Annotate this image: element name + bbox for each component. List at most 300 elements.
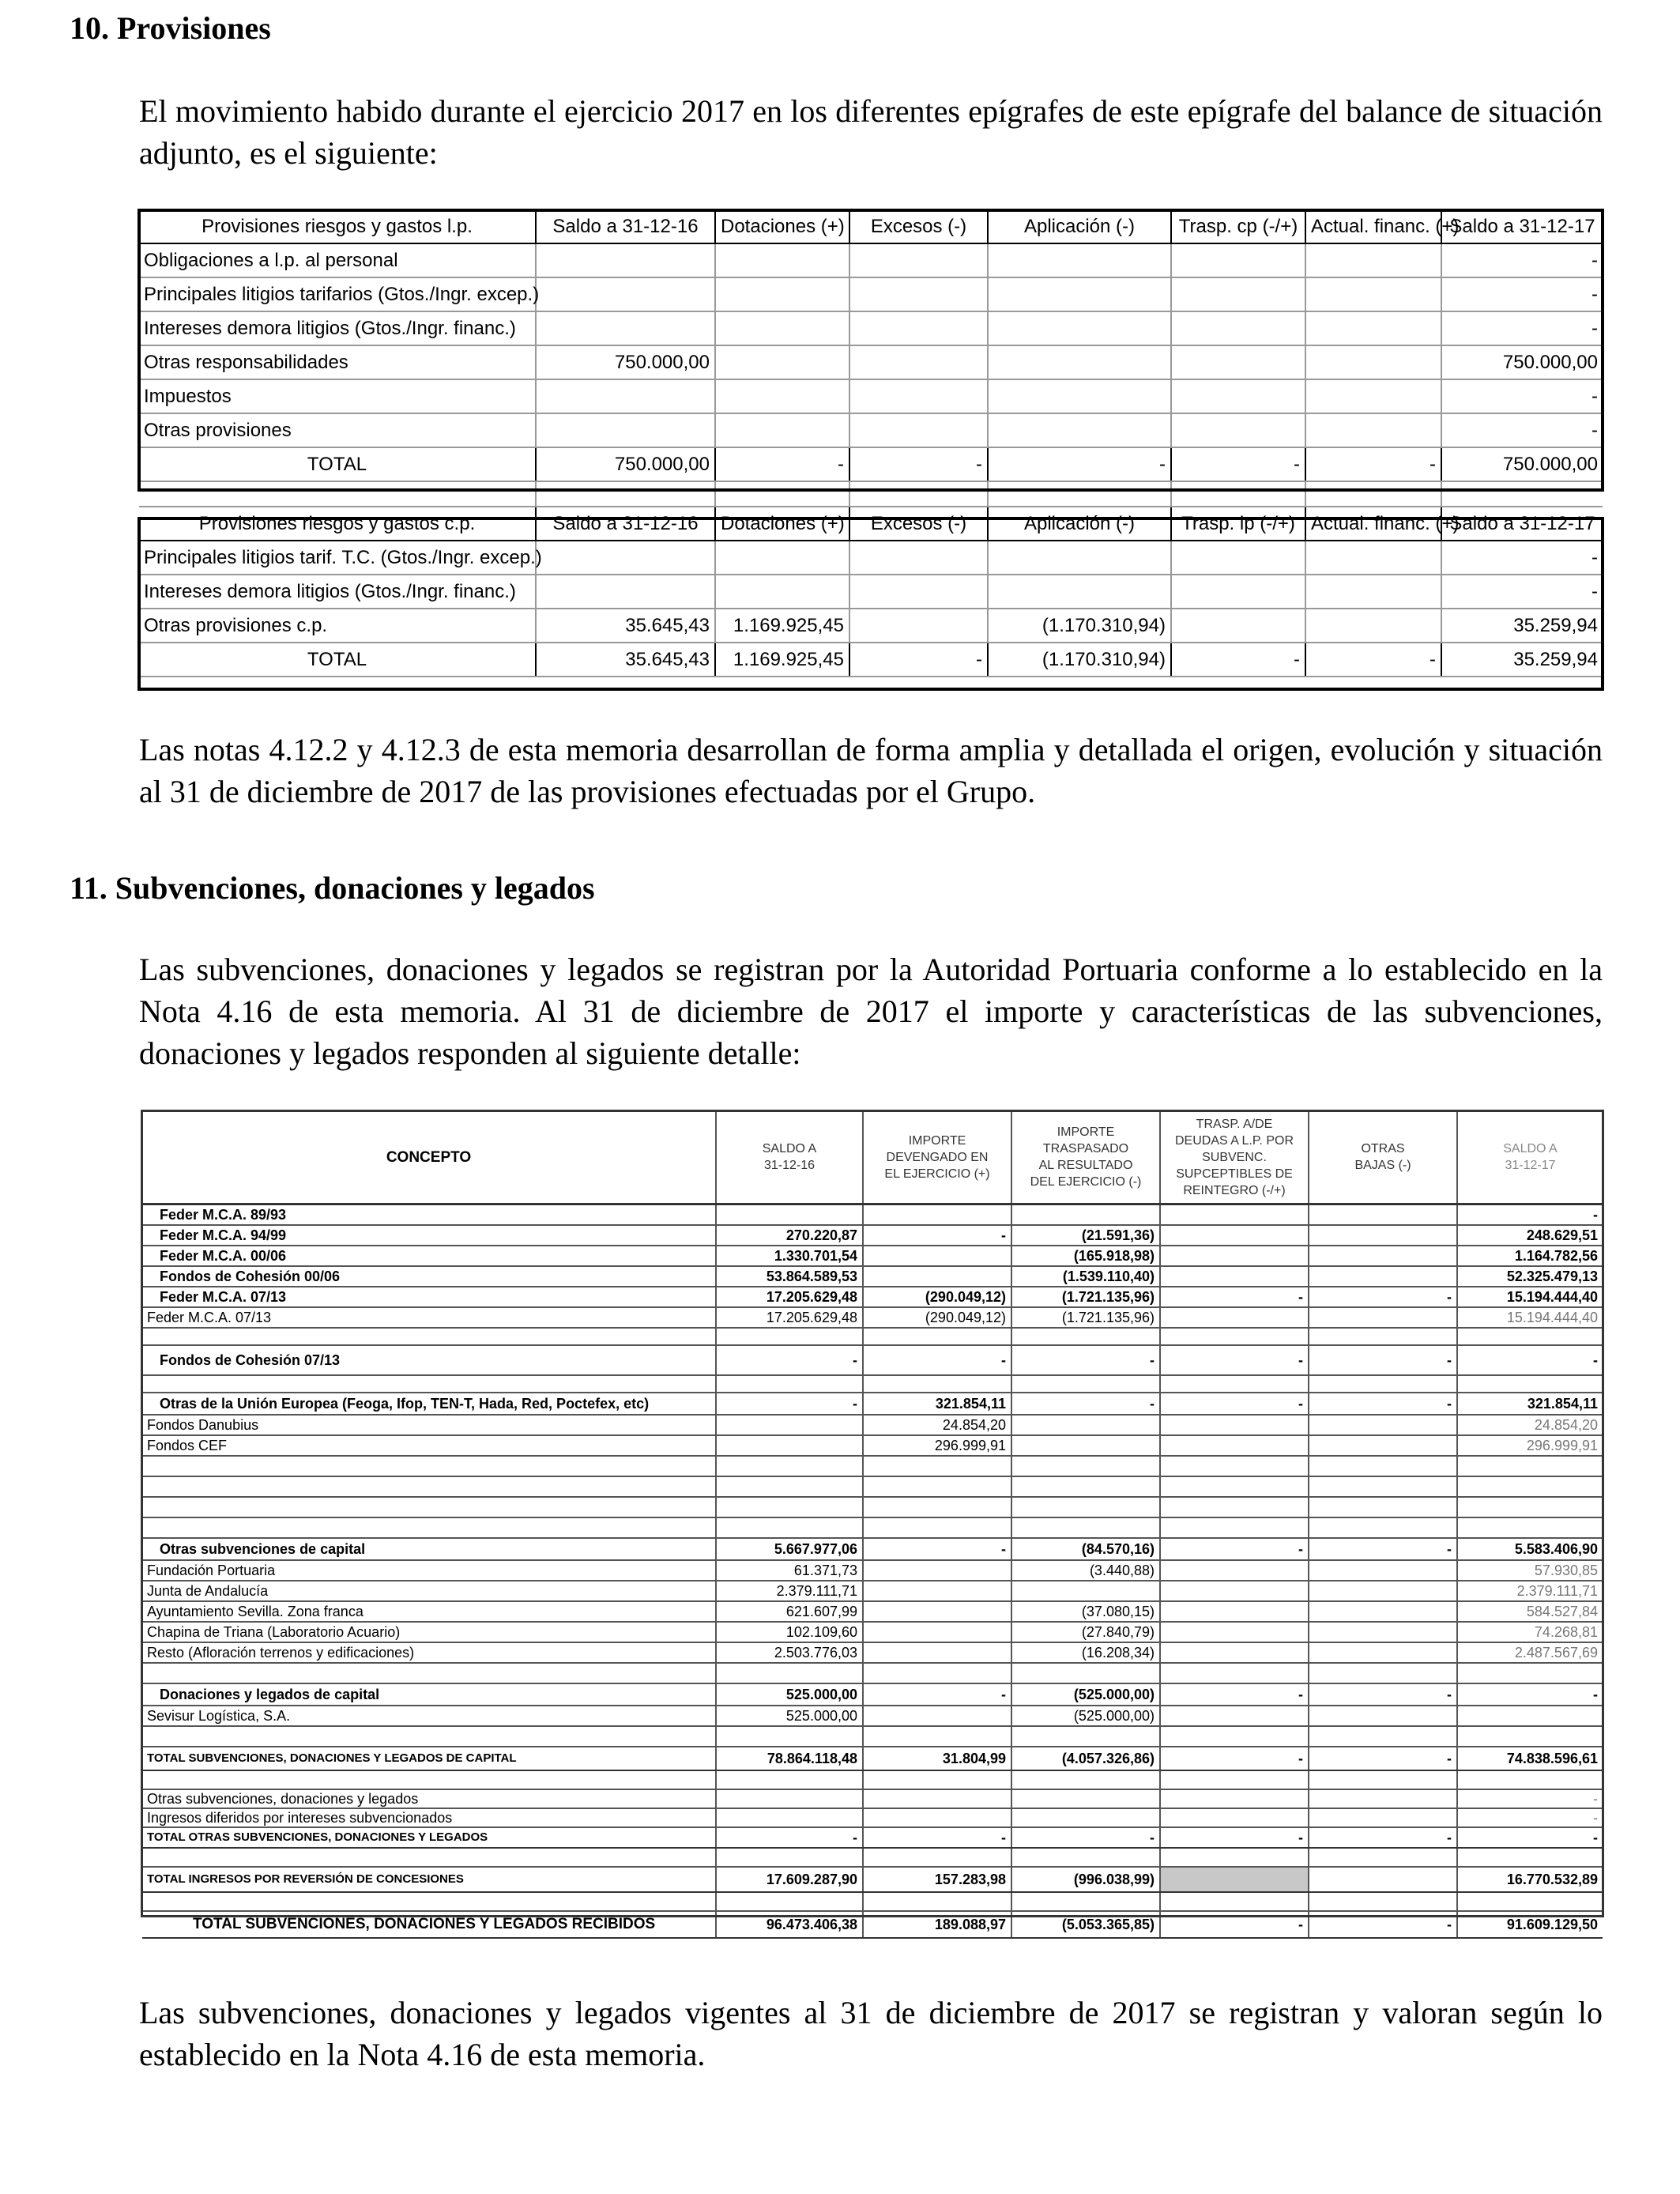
concepto-cell <box>142 1663 716 1683</box>
concepto-cell: Fondos Danubius <box>142 1415 716 1435</box>
value-cell: 1.169.925,45 <box>715 609 849 643</box>
value-cell: - <box>1011 1393 1160 1415</box>
value-cell <box>863 1266 1011 1287</box>
value-cell <box>1011 1808 1160 1827</box>
value-cell <box>1160 1375 1309 1393</box>
value-cell <box>1160 1789 1309 1808</box>
value-cell <box>863 1726 1011 1747</box>
value-cell: 2.487.567,69 <box>1457 1642 1603 1663</box>
row-label: Principales litigios tarif. T.C. (Gtos./Ingr. excep.) <box>139 541 536 575</box>
cp-total-row <box>139 643 1603 677</box>
header-cell: CONCEPTO <box>142 1111 716 1204</box>
value-cell <box>536 413 715 447</box>
value-cell <box>849 345 988 379</box>
subvencion-row <box>142 1225 1603 1246</box>
value-cell: Actual. financ. (+) <box>1305 210 1441 243</box>
header-cell: IMPORTE TRASPASADO AL RESULTADO DEL EJERCICIO (-) <box>1011 1111 1160 1204</box>
value-cell <box>1309 1848 1457 1867</box>
value-cell: - <box>863 1683 1011 1706</box>
value-cell <box>716 1808 863 1827</box>
value-cell: 17.205.629,48 <box>716 1307 863 1328</box>
value-cell <box>1011 1497 1160 1517</box>
lp-header-row <box>139 210 1603 243</box>
value-cell <box>1160 1204 1309 1226</box>
value-cell: 750.000,00 <box>536 345 715 379</box>
value-cell <box>1457 1476 1603 1497</box>
value-cell <box>715 311 849 345</box>
value-cell: 53.864.589,53 <box>716 1266 863 1287</box>
value-cell <box>1171 277 1305 311</box>
concepto-cell: Fondos de Cohesión 00/06 <box>142 1266 716 1287</box>
concepto-cell: TOTAL INGRESOS POR REVERSIÓN DE CONCESIONES <box>142 1867 716 1892</box>
value-cell: - <box>1457 1345 1603 1375</box>
value-cell: Dotaciones (+) <box>715 507 849 541</box>
cp-row <box>139 541 1603 575</box>
value-cell <box>1171 575 1305 609</box>
value-cell <box>1160 1517 1309 1538</box>
concepto-cell: Feder M.C.A. 07/13 <box>142 1287 716 1307</box>
value-cell <box>1011 1848 1160 1867</box>
value-cell <box>1160 1726 1309 1747</box>
value-cell <box>536 541 715 575</box>
subvencion-row <box>142 1560 1603 1581</box>
value-cell <box>1160 1622 1309 1642</box>
value-cell: (290.049,12) <box>863 1307 1011 1328</box>
value-cell <box>1171 541 1305 575</box>
value-cell: (4.057.326,86) <box>1011 1747 1160 1770</box>
value-cell: 74.268,81 <box>1457 1622 1603 1642</box>
value-cell <box>1309 1726 1457 1747</box>
concepto-cell: Sevisur Logística, S.A. <box>142 1706 716 1726</box>
concepto-cell: Fondos CEF <box>142 1435 716 1456</box>
value-cell <box>1160 1435 1309 1456</box>
value-cell <box>1011 1435 1160 1456</box>
value-cell <box>988 413 1171 447</box>
value-cell <box>1309 1601 1457 1622</box>
concepto-cell: Otras subvenciones de capital <box>142 1538 716 1560</box>
value-cell <box>1309 1435 1457 1456</box>
value-cell: - <box>1160 1827 1309 1848</box>
spacer-row <box>142 1497 1603 1517</box>
value-cell <box>863 1476 1011 1497</box>
value-cell <box>1171 311 1305 345</box>
value-cell: (1.721.135,96) <box>1011 1287 1160 1307</box>
subvencion-row <box>142 1706 1603 1726</box>
value-cell <box>716 1476 863 1497</box>
value-cell <box>863 1706 1011 1726</box>
value-cell: - <box>863 1345 1011 1375</box>
value-cell <box>716 1415 863 1435</box>
subvenciones-header-row <box>142 1111 1603 1204</box>
value-cell: - <box>1011 1345 1160 1375</box>
value-cell <box>1309 1706 1457 1726</box>
concepto-cell: TOTAL OTRAS SUBVENCIONES, DONACIONES Y LEGADOS <box>142 1827 716 1848</box>
value-cell <box>1160 1848 1309 1867</box>
value-cell: Trasp. lp (-/+) <box>1171 507 1305 541</box>
value-cell: 17.205.629,48 <box>716 1287 863 1307</box>
value-cell: - <box>1309 1747 1457 1770</box>
value-cell: - <box>1305 643 1441 677</box>
value-cell: 2.379.111,71 <box>1457 1581 1603 1601</box>
concepto-cell <box>142 1517 716 1538</box>
subvencion-row <box>142 1747 1603 1770</box>
value-cell <box>1305 243 1441 277</box>
value-cell <box>716 1204 863 1226</box>
value-cell: - <box>1160 1683 1309 1706</box>
value-cell: Saldo a 31-12-17 <box>1441 507 1603 541</box>
value-cell <box>1305 311 1441 345</box>
value-cell <box>1011 1517 1160 1538</box>
lp-row <box>139 413 1603 447</box>
section-11-intro: Las subvenciones, donaciones y legados se registran por la Autoridad Portuaria conforme a lo establecido en la Nota 4.16 de esta memoria. Al 31 de diciembre de 2017 el importe y características de las subvenciones, donaciones y legados responden al siguiente detalle: <box>139 952 1603 1071</box>
value-cell: - <box>1309 1345 1457 1375</box>
subvencion-row <box>142 1204 1603 1226</box>
value-cell <box>1160 1892 1309 1911</box>
value-cell <box>863 1622 1011 1642</box>
value-cell: (1.721.135,96) <box>1011 1307 1160 1328</box>
value-cell <box>863 1770 1011 1789</box>
concepto-cell <box>142 1375 716 1393</box>
value-cell: - <box>1305 447 1441 481</box>
value-cell <box>1309 1225 1457 1246</box>
value-cell: - <box>1160 1393 1309 1415</box>
value-cell <box>1457 1706 1603 1726</box>
value-cell <box>1011 1476 1160 1497</box>
value-cell <box>988 541 1171 575</box>
value-cell: - <box>1441 413 1603 447</box>
value-cell: - <box>849 447 988 481</box>
spacer-row <box>142 1476 1603 1497</box>
subvencion-row <box>142 1789 1603 1808</box>
value-cell <box>1160 1560 1309 1581</box>
concepto-cell: Ingresos diferidos por intereses subvencionados <box>142 1808 716 1827</box>
value-cell <box>849 277 988 311</box>
row-label: TOTAL <box>139 447 536 481</box>
value-cell <box>1305 413 1441 447</box>
value-cell: 35.259,94 <box>1441 643 1603 677</box>
value-cell: - <box>1441 243 1603 277</box>
value-cell <box>863 1375 1011 1393</box>
value-cell <box>1160 1497 1309 1517</box>
section-11-outro: Las subvenciones, donaciones y legados vigentes al 31 de diciembre de 2017 se registran y valoran según lo establecido en la Nota 4.16 de esta memoria. <box>139 1995 1603 2072</box>
value-cell <box>1011 1892 1160 1911</box>
concepto-cell <box>142 1328 716 1345</box>
value-cell: - <box>863 1538 1011 1560</box>
value-cell: 1.169.925,45 <box>715 643 849 677</box>
row-label: Intereses demora litigios (Gtos./Ingr. financ.) <box>139 575 536 609</box>
value-cell: 750.000,00 <box>1441 345 1603 379</box>
value-cell <box>1160 1456 1309 1476</box>
value-cell: 525.000,00 <box>716 1683 863 1706</box>
value-cell <box>1309 1867 1457 1892</box>
concepto-cell: Donaciones y legados de capital <box>142 1683 716 1706</box>
subvencion-row <box>142 1538 1603 1560</box>
concepto-cell: TOTAL SUBVENCIONES, DONACIONES Y LEGADOS RECIBIDOS <box>142 1911 716 1938</box>
value-cell <box>715 345 849 379</box>
value-cell <box>716 1328 863 1345</box>
value-cell: 57.930,85 <box>1457 1560 1603 1581</box>
value-cell <box>863 1456 1011 1476</box>
value-cell <box>716 1435 863 1456</box>
value-cell: 102.109,60 <box>716 1622 863 1642</box>
value-cell: 5.583.406,90 <box>1457 1538 1603 1560</box>
header-cell: IMPORTE DEVENGADO EN EL EJERCICIO (+) <box>863 1111 1011 1204</box>
value-cell: (84.570,16) <box>1011 1538 1160 1560</box>
value-cell <box>863 1642 1011 1663</box>
row-label: Impuestos <box>139 379 536 413</box>
value-cell <box>536 379 715 413</box>
value-cell: 525.000,00 <box>716 1706 863 1726</box>
empty-cell <box>536 481 715 507</box>
value-cell: 96.473.406,38 <box>716 1911 863 1938</box>
concepto-cell: Feder M.C.A. 89/93 <box>142 1204 716 1226</box>
value-cell <box>849 575 988 609</box>
section-11-heading: 11. Subvenciones, donaciones y legados <box>70 870 595 906</box>
value-cell: - <box>1309 1827 1457 1848</box>
concepto-cell: Feder M.C.A. 00/06 <box>142 1246 716 1266</box>
empty-cell <box>1305 481 1441 507</box>
empty-cell <box>849 481 988 507</box>
value-cell <box>1309 1622 1457 1642</box>
value-cell: 1.330.701,54 <box>716 1246 863 1266</box>
concepto-cell <box>142 1848 716 1867</box>
value-cell <box>1011 1456 1160 1476</box>
concepto-cell: TOTAL SUBVENCIONES, DONACIONES Y LEGADOS DE CAPITAL <box>142 1747 716 1770</box>
concepto-cell: Fundación Portuaria <box>142 1560 716 1581</box>
value-cell: - <box>1457 1683 1603 1706</box>
value-cell <box>1457 1892 1603 1911</box>
value-cell <box>1309 1456 1457 1476</box>
empty-cell <box>988 481 1171 507</box>
subvencion-row <box>142 1808 1603 1827</box>
value-cell: - <box>1160 1287 1309 1307</box>
value-cell: - <box>1309 1683 1457 1706</box>
value-cell <box>863 1560 1011 1581</box>
value-cell <box>1309 1328 1457 1345</box>
lp-row <box>139 379 1603 413</box>
value-cell <box>988 277 1171 311</box>
value-cell: Saldo a 31-12-17 <box>1441 210 1603 243</box>
value-cell <box>716 1497 863 1517</box>
concepto-cell: Fondos de Cohesión 07/13 <box>142 1345 716 1375</box>
value-cell <box>1160 1307 1309 1328</box>
concepto-cell: Otras subvenciones, donaciones y legados <box>142 1789 716 1808</box>
concepto-cell: Resto (Afloración terrenos y edificaciones) <box>142 1642 716 1663</box>
spacer-row <box>142 1375 1603 1393</box>
value-cell: 35.645,43 <box>536 643 715 677</box>
value-cell <box>1305 379 1441 413</box>
value-cell: 31.804,99 <box>863 1747 1011 1770</box>
value-cell <box>1309 1642 1457 1663</box>
value-cell <box>1309 1204 1457 1226</box>
value-cell <box>1011 1726 1160 1747</box>
subvencion-row <box>142 1827 1603 1848</box>
value-cell: 35.645,43 <box>536 609 715 643</box>
value-cell <box>1011 1581 1160 1601</box>
concepto-cell: Ayuntamiento Sevilla. Zona franca <box>142 1601 716 1622</box>
subvencion-row <box>142 1266 1603 1287</box>
value-cell <box>1160 1706 1309 1726</box>
value-cell: - <box>1441 575 1603 609</box>
value-cell <box>849 609 988 643</box>
spacer-row <box>142 1726 1603 1747</box>
row-label: Obligaciones a l.p. al personal <box>139 243 536 277</box>
header-cell: SALDO A 31-12-16 <box>716 1111 863 1204</box>
value-cell: (5.053.365,85) <box>1011 1911 1160 1938</box>
value-cell <box>863 1517 1011 1538</box>
value-cell: 270.220,87 <box>716 1225 863 1246</box>
value-cell: Saldo a 31-12-16 <box>536 507 715 541</box>
value-cell: 296.999,91 <box>863 1435 1011 1456</box>
value-cell: 2.379.111,71 <box>716 1581 863 1601</box>
value-cell: (1.170.310,94) <box>988 643 1171 677</box>
value-cell <box>716 1892 863 1911</box>
value-cell: Actual. financ. (+) <box>1305 507 1441 541</box>
value-cell <box>1457 1375 1603 1393</box>
value-cell: 15.194.444,40 <box>1457 1307 1603 1328</box>
section-10-outro: Las notas 4.12.2 y 4.12.3 de esta memoria desarrollan de forma amplia y detallada el origen, evolución y situación al 31 de diciembre de 2017 de las provisiones efectuadas por el Grupo. <box>139 732 1603 809</box>
value-cell <box>1160 1266 1309 1287</box>
value-cell <box>1160 1770 1309 1789</box>
spacer-row <box>142 1517 1603 1538</box>
value-cell <box>1309 1476 1457 1497</box>
value-cell <box>863 1848 1011 1867</box>
subvencion-row <box>142 1287 1603 1307</box>
value-cell: 2.503.776,03 <box>716 1642 863 1663</box>
value-cell <box>1305 345 1441 379</box>
value-cell <box>863 1663 1011 1683</box>
empty-cell <box>1441 481 1603 507</box>
value-cell: - <box>1457 1808 1603 1827</box>
value-cell: 157.283,98 <box>863 1867 1011 1892</box>
lp-row <box>139 311 1603 345</box>
row-label: Provisiones riesgos y gastos c.p. <box>139 507 536 541</box>
value-cell <box>1160 1328 1309 1345</box>
value-cell: 750.000,00 <box>536 447 715 481</box>
value-cell: (37.080,15) <box>1011 1601 1160 1622</box>
value-cell: (1.170.310,94) <box>988 609 1171 643</box>
value-cell: (1.539.110,40) <box>1011 1266 1160 1287</box>
value-cell <box>1160 1225 1309 1246</box>
value-cell: - <box>715 447 849 481</box>
value-cell <box>1160 1867 1309 1892</box>
value-cell <box>1309 1892 1457 1911</box>
header-cell: OTRAS BAJAS (-) <box>1309 1111 1457 1204</box>
value-cell: - <box>1457 1204 1603 1226</box>
value-cell <box>1309 1517 1457 1538</box>
value-cell <box>1457 1770 1603 1789</box>
value-cell: (21.591,36) <box>1011 1225 1160 1246</box>
value-cell <box>1160 1601 1309 1622</box>
value-cell: 321.854,11 <box>1457 1393 1603 1415</box>
value-cell: - <box>1171 643 1305 677</box>
value-cell: - <box>988 447 1171 481</box>
row-label: Provisiones riesgos y gastos l.p. <box>139 210 536 243</box>
value-cell <box>716 1789 863 1808</box>
value-cell <box>1171 609 1305 643</box>
value-cell <box>715 277 849 311</box>
value-cell <box>1309 1789 1457 1808</box>
subvencion-row <box>142 1415 1603 1435</box>
value-cell <box>1011 1770 1160 1789</box>
row-label: Otras provisiones <box>139 413 536 447</box>
row-label: TOTAL <box>139 643 536 677</box>
value-cell: 750.000,00 <box>1441 447 1603 481</box>
value-cell: 248.629,51 <box>1457 1225 1603 1246</box>
value-cell: 24.854,20 <box>1457 1415 1603 1435</box>
subvencion-row <box>142 1683 1603 1706</box>
subvencion-row <box>142 1345 1603 1375</box>
concepto-cell <box>142 1456 716 1476</box>
subvencion-row <box>142 1246 1603 1266</box>
value-cell: - <box>1309 1911 1457 1938</box>
value-cell <box>536 243 715 277</box>
empty-cell <box>139 481 536 507</box>
value-cell <box>716 1375 863 1393</box>
value-cell <box>1011 1415 1160 1435</box>
value-cell <box>1309 1375 1457 1393</box>
value-cell: - <box>1011 1827 1160 1848</box>
value-cell: - <box>849 643 988 677</box>
value-cell: - <box>1160 1747 1309 1770</box>
cp-row <box>139 609 1603 643</box>
value-cell: 91.609.129,50 <box>1457 1911 1603 1938</box>
header-cell: TRASP. A/DE DEUDAS A L.P. POR SUBVENC. SUPCEPTIBLES DE REINTEGRO (-/+) <box>1160 1111 1309 1204</box>
cp-row <box>139 575 1603 609</box>
value-cell <box>1171 243 1305 277</box>
value-cell <box>1160 1808 1309 1827</box>
value-cell: 74.838.596,61 <box>1457 1747 1603 1770</box>
concepto-cell: Otras de la Unión Europea (Feoga, Ifop, TEN-T, Hada, Red, Poctefex, etc) <box>142 1393 716 1415</box>
value-cell <box>1309 1663 1457 1683</box>
value-cell <box>1309 1560 1457 1581</box>
value-cell: - <box>863 1827 1011 1848</box>
value-cell <box>863 1204 1011 1226</box>
value-cell: Saldo a 31-12-16 <box>536 210 715 243</box>
lp-total-row <box>139 447 1603 481</box>
value-cell: - <box>1457 1827 1603 1848</box>
concepto-cell: Chapina de Triana (Laboratorio Acuario) <box>142 1622 716 1642</box>
value-cell <box>849 379 988 413</box>
concepto-cell: Feder M.C.A. 94/99 <box>142 1225 716 1246</box>
value-cell: - <box>1309 1538 1457 1560</box>
value-cell <box>849 413 988 447</box>
value-cell: (525.000,00) <box>1011 1706 1160 1726</box>
value-cell: - <box>1309 1287 1457 1307</box>
cp-header-row <box>139 507 1603 541</box>
spacer-row <box>139 481 1603 507</box>
subvencion-row <box>142 1393 1603 1415</box>
value-cell <box>1171 379 1305 413</box>
value-cell <box>849 243 988 277</box>
spacer-row <box>142 1848 1603 1867</box>
value-cell <box>536 575 715 609</box>
value-cell <box>863 1892 1011 1911</box>
value-cell: - <box>716 1827 863 1848</box>
concepto-cell <box>142 1892 716 1911</box>
value-cell: 296.999,91 <box>1457 1435 1603 1456</box>
empty-cell <box>1171 481 1305 507</box>
value-cell: - <box>1160 1538 1309 1560</box>
value-cell: (996.038,99) <box>1011 1867 1160 1892</box>
value-cell: (3.440,88) <box>1011 1560 1160 1581</box>
value-cell <box>1309 1246 1457 1266</box>
value-cell <box>1457 1497 1603 1517</box>
value-cell <box>1011 1375 1160 1393</box>
value-cell <box>1457 1328 1603 1345</box>
subvencion-row <box>142 1601 1603 1622</box>
value-cell: 16.770.532,89 <box>1457 1867 1603 1892</box>
